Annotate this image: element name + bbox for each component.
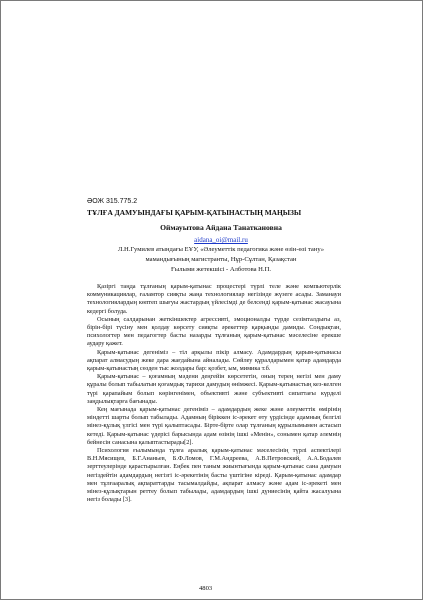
affiliation-line-2: мамандығының магистранты, Нұр-Сұлтан, Қазақстан <box>145 256 297 263</box>
udc-code: ӘОЖ 315.775.2 <box>87 198 138 205</box>
article-title: ТҰЛҒА ДАМУЫНДАҒЫ ҚАРЫМ-ҚАТЫНАСТЫҢ МАҢЫЗЫ <box>87 208 302 217</box>
paragraph: Психология ғылымында тұлға аралық қарым-қатынас мәселесінің түрлі аспектілері В.Н.Мясищев, Б.Г.Ананьев, Б.Ф.Ломов, Г.М.Андреева, А.В.Петровский, А.А.Бодалев зерттеулерінде қарастырылған. Еңбек пен таным жиынтығында қарым-қатынас сана дамуын негіздейтін адамдардың негізгі іс-әрекетінің басты үштігіне кіреді. Қарым-қатынас адамдар мен тұлғааралық ақпараттарды тасымалдайды, ақпарат алмасу және адам іс-әрекеті мен мінез-құлықтарын реттеу болып табылады, адамдардың ішкі дүниесінің қайта жасалуына негіз болады [3]. <box>87 447 341 504</box>
paragraph: Қарым-қатынас – қоғамның мәдени деңгейін көрсететін, оның терең негізі мен даму құралы болып табылатын қоғамдық тарихи дамудың өнімжесі. Қарым-қатынастың кез-келген түрі қарапайым болып көрінгенімен, объективті және субъективті сипаттағы күрделі заңдылықтарға бағынады. <box>87 373 341 405</box>
paragraph: Осының салдарынан жеткіншектер агрессивті, эмоционалды түрде сезімталдығы аз, бірін-бірі түсіну мен қолдау көрсету сияқты әрекеттер қарқынды дамиды. Сондықтан, психологтер мен педагогтер басты назарды тұлғаның қарым-қатынас мәселесіне ерекше аудару қажет. <box>87 315 341 348</box>
author-name: Оймауытова Айдана Танаткановна <box>160 223 282 232</box>
supervisor-line: Ғылыми жетекшісі - Алботова Н.П. <box>170 266 271 273</box>
article-body <box>87 283 341 504</box>
author-email-link[interactable]: aidana_oi@mail.ru <box>194 236 248 244</box>
page-number: 4803 <box>199 585 213 592</box>
affiliation-line-1: Л.Н.Гумилев атындағы ЕҰУ, «Әлеуметтік педагогика және өзін-өзі тану» <box>117 246 325 253</box>
paragraph: Қазіргі таңда тұлғаның қарым-қатынас процестері түрлі теле және компьютерлік коммуникациялар, ғаламтор сияқты жаңа технологиялар негізінде жүзеге асады. Заманауи технологиялардың көптеп шығуы жастардың үйлесімді де белсенді қарым-қатынас жасауына кедергі болуда. <box>87 283 341 315</box>
paragraph: Кең мағынада қарым-қатынас дегеніміз – адамдардың жеке және әлеуметтік өмірінің міндетті шарты болып табылады. Адамның біріккен іс-әрекет өту үрдісінде адамның белгілі мінез-құлық үлгісі мен түрі қалыптасады. Бірте-бірте олар тұлғаның құрылымымен астасып кетеді. Қарым-қатынас үдерісі барысында адам өзінің ішкі «Менін», сонымен қатар әлемнің бейнесін санасына қалыптастырады[2]. <box>87 406 341 446</box>
paragraph: Қарым-қатынас дегеніміз – тіл арқылы пікір алмасу. Адамдардың қарым-қатынасы ақпарат алмасудың жеке дара жағдайына айналады. Сөйлеу құралдарымен қатар адамдарда қарым-қатынастың сөзден тыс жолдары бар: қозбет, ым, мимика т.б. <box>87 348 341 373</box>
author-block <box>71 223 371 275</box>
